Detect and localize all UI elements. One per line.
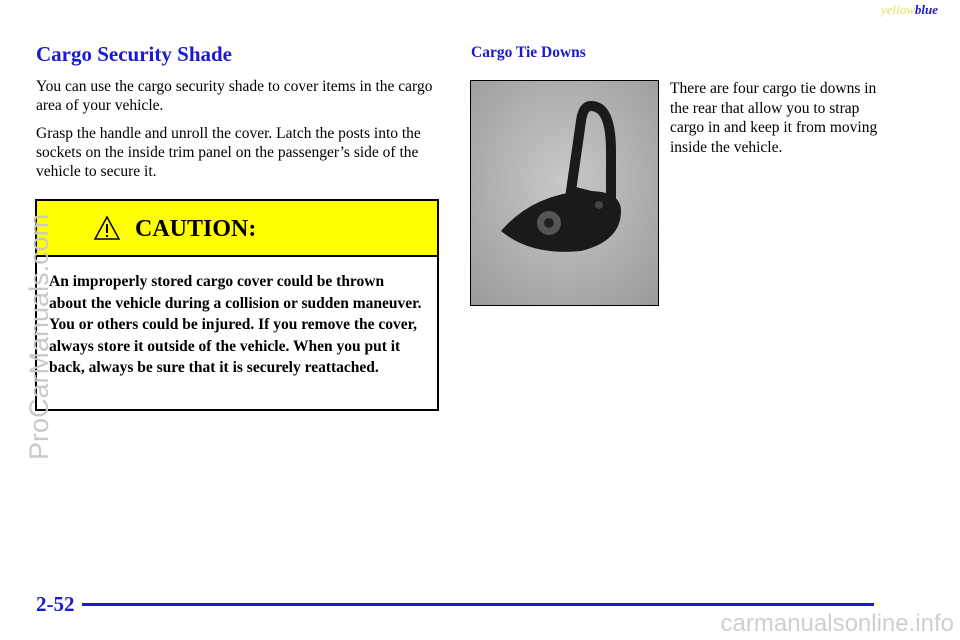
tie-downs-text: There are four cargo tie downs in the rear that allow you to strap cargo in and keep it from moving inside the vehicle.: [670, 80, 878, 156]
footer-rule: [82, 603, 874, 606]
tie-down-illustration: [471, 81, 658, 305]
caution-text: An improperly stored cargo cover could be thrown about the vehicle during a collision or sudden maneuver. You or others could be injured. If you remove the cover, always store it outside of the vehicle. When you put it back, always be sure that it is securely reattached.: [49, 273, 422, 376]
color-tag-blue: blue: [914, 2, 938, 17]
tie-down-photo: [470, 80, 659, 306]
warning-triangle-icon: [93, 215, 121, 241]
caution-box: [35, 199, 439, 411]
caution-title: CAUTION:: [135, 216, 257, 242]
color-tag-yellow: yellow: [880, 2, 915, 17]
watermark-bottom: carmanualsonline.info: [720, 610, 954, 637]
instructions-paragraph: Grasp the handle and unroll the cover. Latch the posts into the sockets on the inside trim panel on the passenger’s side of the vehicle to secure it.: [36, 125, 421, 180]
caution-header: [37, 201, 437, 257]
watermark-left: ProCarManuals.com: [24, 213, 54, 460]
page-number: 2-52: [36, 592, 75, 616]
section-title: Cargo Security Shade: [36, 42, 232, 66]
tie-downs-title: Cargo Tie Downs: [471, 44, 586, 61]
intro-paragraph: You can use the cargo security shade to cover items in the cargo area of your vehicle.: [36, 78, 433, 114]
color-tag: [881, 2, 938, 18]
